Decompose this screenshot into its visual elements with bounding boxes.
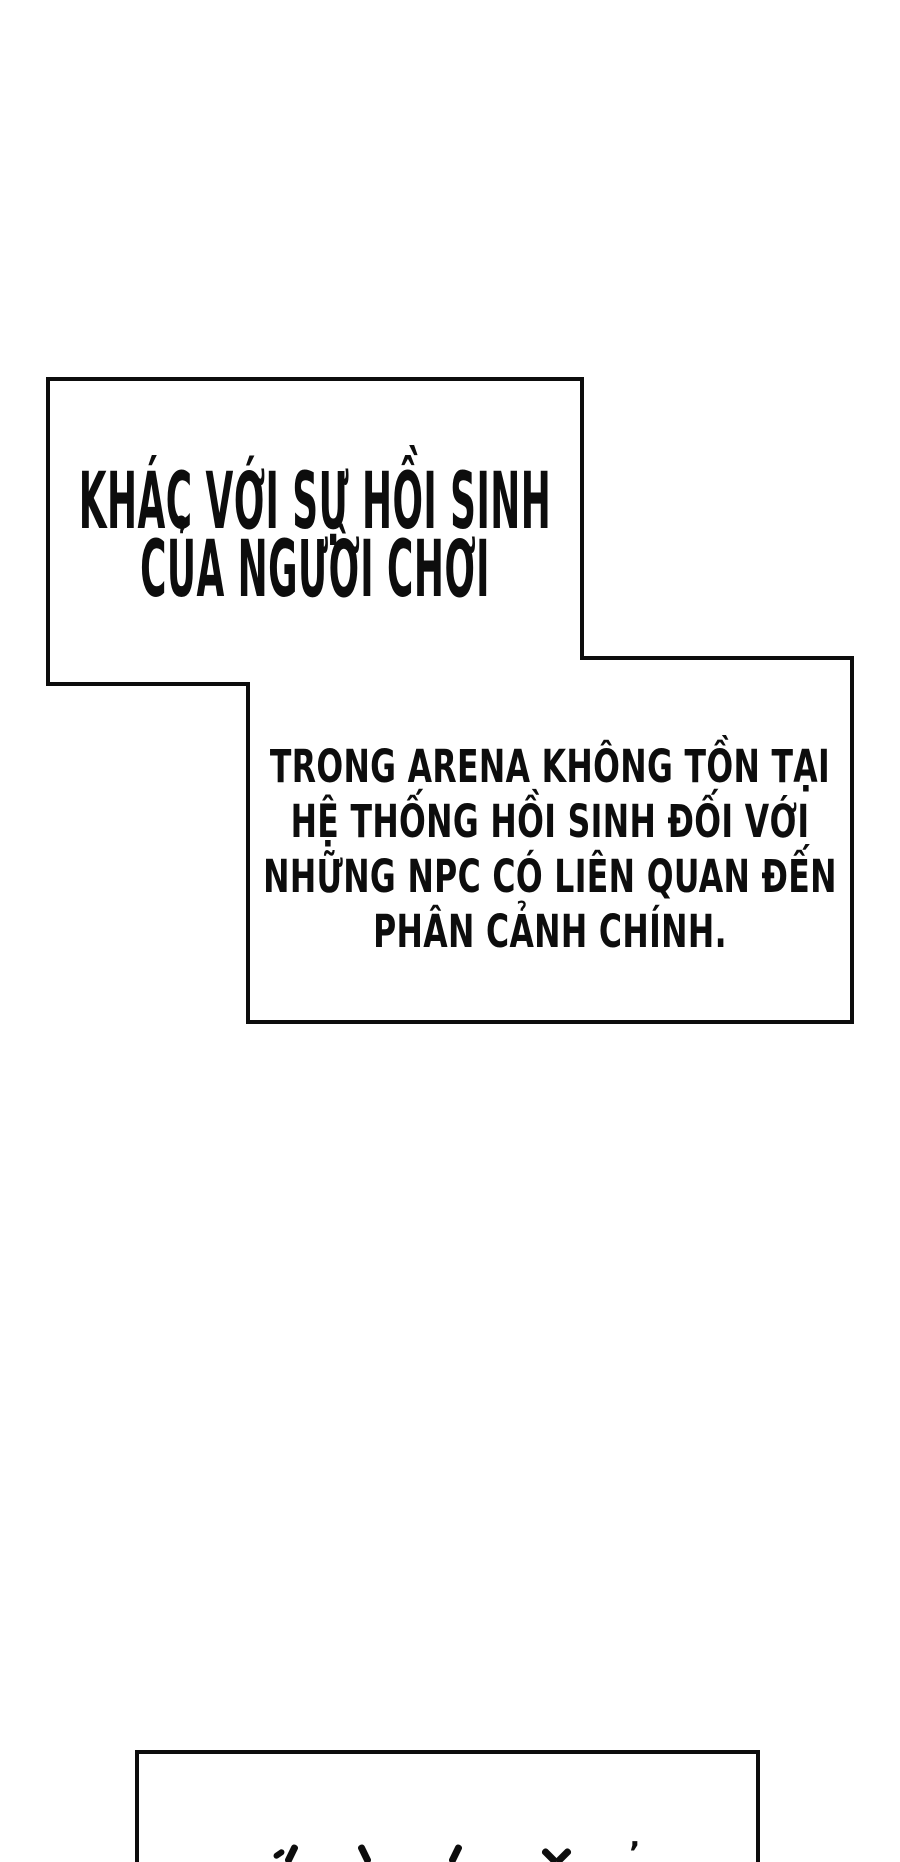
caption-box-2-text <box>235 739 865 959</box>
caption-box-2-line-4: PHÂN CẢNH CHÍNH. <box>373 905 727 958</box>
caption-box-bottom-clipped <box>135 1750 760 1862</box>
caption-box-1-text <box>39 457 591 615</box>
caption-box-2-line-2: HỆ THỐNG HỒI SINH ĐỐI VỚI <box>290 795 810 848</box>
caption-box-1-line-1: KHÁC VỚI SỰ HỒI SINH <box>78 457 552 547</box>
caption-box-2-line-3: NHỮNG NPC CÓ LIÊN QUAN ĐẾN <box>263 850 837 903</box>
caption-box-2-line-1: TRONG ARENA KHÔNG TỒN TẠI <box>269 740 831 793</box>
caption-box-1-line-2: CỦA NGƯỜI CHƠI <box>140 525 490 615</box>
